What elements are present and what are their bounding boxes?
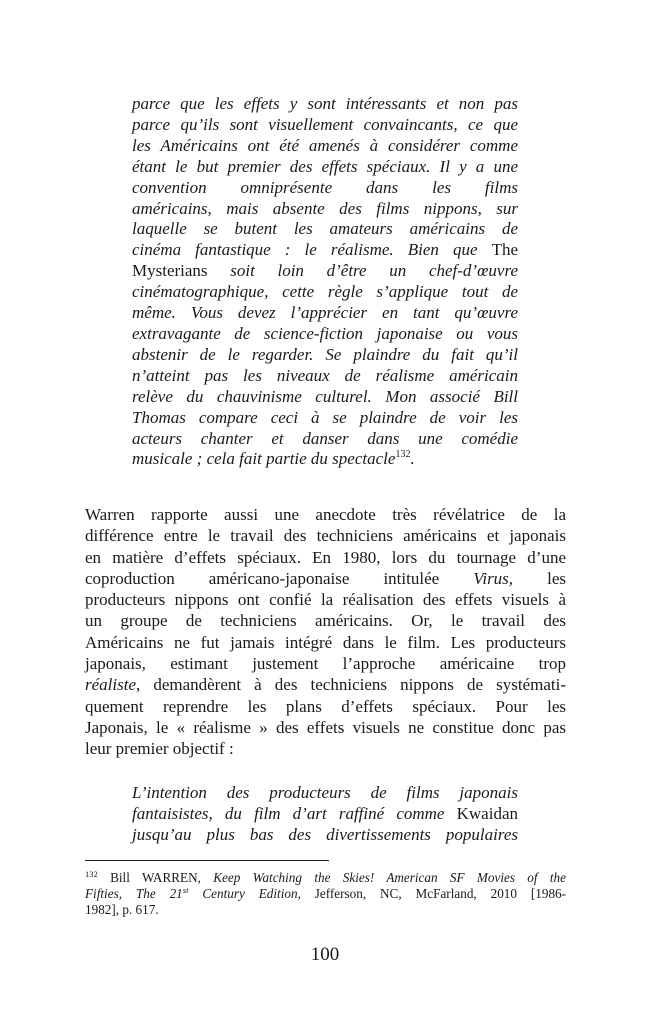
text-run: coproduction américano-japonaise intitulée [85, 568, 474, 588]
text-run: les [513, 568, 566, 588]
text-run: fantaisistes, du film d’art raffiné comme [132, 803, 457, 823]
text-run: Warren rapporte aussi une anecdote très révélatrice de la [85, 505, 566, 524]
text-run: producteurs nippons ont confié la réalisation des effets visuels à [85, 590, 566, 610]
text-line [132, 387, 518, 408]
text-run: L’intention des producteurs de films japonais [132, 783, 518, 802]
text-run: Century Edition [188, 886, 298, 902]
text-line [85, 717, 566, 738]
text-line [85, 902, 566, 918]
text-run: . [410, 449, 415, 469]
text-line [132, 115, 518, 136]
text-line [85, 525, 566, 546]
text-run: acteurs chanter et danser dans une comédie [132, 428, 518, 448]
footnote-separator [85, 860, 329, 861]
text-run: un groupe de techniciens américains. Or, le travail des [85, 611, 566, 631]
footnote-ref: 132 [85, 869, 98, 879]
text-line [85, 568, 566, 589]
text-line [132, 429, 518, 450]
text-run: The 21 [135, 886, 183, 902]
text-run: Bill WARREN, [97, 870, 214, 885]
text-run: Thomas compare ceci à se plaindre de voir les [132, 407, 518, 427]
text-line [132, 94, 518, 115]
text-run: n’atteint pas les niveaux de réalisme américain [132, 365, 518, 385]
text-line [85, 589, 566, 610]
block-quote-intention [132, 783, 518, 846]
text-line [132, 303, 518, 324]
text-line [85, 738, 566, 759]
text-line [85, 610, 566, 631]
text-run: étant le but premier des effets spéciaux. Il y a une [132, 156, 518, 176]
text-run: Américains ne fut jamais intégré dans le film. Les producteurs [85, 632, 566, 652]
text-run: Keep Watching the Skies! American SF Movies of the [213, 870, 566, 885]
text-run: Japonais, le « réalisme » des effets visuels ne constitue donc pas [85, 717, 566, 737]
page-number: 100 [310, 944, 340, 965]
text-run: laquelle se butent les amateurs américains de [132, 219, 518, 239]
text-line [132, 408, 518, 429]
footnote-ref: st [182, 885, 189, 896]
text-run: parce qu’ils sont visuellement convaincants, ce que [132, 114, 518, 134]
text-line [132, 136, 518, 157]
text-run: Mysterians [132, 261, 231, 281]
text-run: relève du chauvinisme culturel. Mon associé Bill [132, 386, 518, 406]
text-line [85, 696, 566, 717]
text-run: soit loin d’être un chef-d’œuvre [230, 261, 518, 281]
text-run: 1982], p. 617. [85, 902, 159, 918]
text-line [132, 449, 518, 470]
text-line [132, 219, 518, 240]
text-run: convention omniprésente dans les films [132, 177, 518, 197]
text-run: cinématographique, cette règle s’applique tout de [132, 282, 518, 302]
text-run: quement reprendre les plans d’effets spéciaux. Pour les [85, 696, 566, 716]
text-run: , [118, 886, 136, 902]
text-run: les Américains ont été amenés à considérer comme [132, 135, 518, 155]
text-run: réaliste [85, 675, 136, 695]
block-quote-warren [132, 94, 518, 470]
text-line [85, 504, 566, 525]
text-line [132, 324, 518, 345]
text-line [85, 547, 566, 568]
text-line [132, 282, 518, 303]
text-line [132, 178, 518, 199]
text-run: parce que les effets y sont intéressants et non pas [132, 94, 518, 113]
text-run: américains, mais absente des films nippons, sur [132, 198, 518, 218]
text-run: abstenir de le regarder. Se plaindre du fait qu’il [132, 344, 518, 364]
text-line [132, 804, 518, 825]
text-run: leur premier objectif : [85, 739, 234, 759]
text-run: , Jefferson, NC, McFarland, 2010 [1986- [297, 886, 567, 902]
text-line [132, 199, 518, 220]
text-line [132, 261, 518, 282]
text-line [85, 674, 566, 695]
text-run: , demandèrent à des techniciens nippons de systémati- [136, 675, 566, 695]
text-run: différence entre le travail des techniciens américains et japonais [85, 526, 566, 546]
text-run: The [491, 240, 518, 260]
text-line [85, 632, 566, 653]
text-run: en matière d’effets spéciaux. En 1980, lors du tournage d’une [85, 547, 566, 567]
text-line [132, 345, 518, 366]
text-run: extravagante de science-fiction japonaise ou vous [132, 323, 518, 343]
text-run: Virus, [473, 568, 514, 588]
body-paragraph [85, 504, 566, 760]
text-line [132, 157, 518, 178]
text-run: cinéma fantastique : le réalisme. Bien que [132, 240, 492, 260]
text-run: musicale ; cela fait partie du spectacle [132, 449, 396, 469]
text-line [132, 240, 518, 261]
text-run: japonais, estimant justement l’approche américaine trop [85, 654, 566, 674]
footnote-132 [85, 870, 566, 919]
text-run: jusqu’au plus bas des divertissements populaires [132, 824, 518, 844]
text-line [85, 870, 566, 886]
text-run: Fifties [85, 886, 119, 902]
text-line [85, 886, 566, 902]
footnote-ref: 132 [395, 449, 411, 461]
text-run: même. Vous devez l’apprécier en tant qu’œuvre [132, 303, 518, 323]
text-run: Kwaidan [456, 803, 518, 823]
text-line [132, 825, 518, 846]
text-line [85, 653, 566, 674]
text-line [132, 366, 518, 387]
text-line [132, 783, 518, 804]
